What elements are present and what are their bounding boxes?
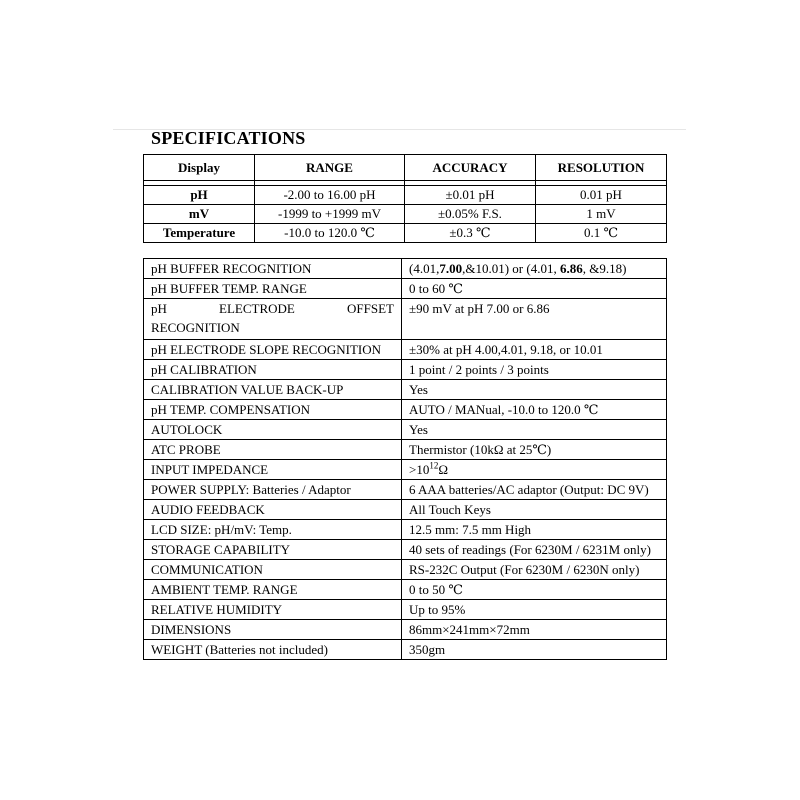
accuracy-cell: ±0.01 pH xyxy=(405,186,536,205)
resolution-cell: 1 mV xyxy=(536,205,667,224)
accuracy-cell: ±0.05% F.S. xyxy=(405,205,536,224)
resolution-cell: 0.01 pH xyxy=(536,186,667,205)
header-accuracy: ACCURACY xyxy=(405,155,536,181)
table-row xyxy=(144,279,667,299)
range-cell: -1999 to +1999 mV xyxy=(255,205,405,224)
spec-label: pH BUFFER RECOGNITION xyxy=(144,259,402,279)
spec-label: pH ELECTRODE SLOPE RECOGNITION xyxy=(144,340,402,360)
spec-value: 350gm xyxy=(402,640,667,660)
spec-value: Thermistor (10kΩ at 25℃) xyxy=(402,440,667,460)
spec-label: AUTOLOCK xyxy=(144,420,402,440)
table-row xyxy=(144,620,667,640)
spec-value: 40 sets of readings (For 6230M / 6231M only) xyxy=(402,540,667,560)
table-row xyxy=(144,560,667,580)
value-superscript: 12 xyxy=(429,460,439,471)
spec-value: Yes xyxy=(402,420,667,440)
spec-label: pH BUFFER TEMP. RANGE xyxy=(144,279,402,299)
value-part-bold: 7.00 xyxy=(439,260,463,276)
spec-value: ±30% at pH 4.00,4.01, 9.18, or 10.01 xyxy=(402,340,667,360)
spec-value xyxy=(402,460,667,480)
spec-value: 0 to 60 ℃ xyxy=(402,279,667,299)
display-cell: Temperature xyxy=(144,224,255,243)
spec-value: ±90 mV at pH 7.00 or 6.86 xyxy=(402,299,667,340)
spec-label: WEIGHT (Batteries not included) xyxy=(144,640,402,660)
summary-header-row xyxy=(144,155,667,181)
display-cell: mV xyxy=(144,205,255,224)
table-row xyxy=(144,380,667,400)
table-row xyxy=(144,360,667,380)
spec-value: AUTO / MANual, -10.0 to 120.0 ℃ xyxy=(402,400,667,420)
value-unit: Ω xyxy=(438,461,449,477)
range-cell: -2.00 to 16.00 pH xyxy=(255,186,405,205)
label-line-2: RECOGNITION xyxy=(151,320,240,335)
table-row xyxy=(144,520,667,540)
spec-table xyxy=(143,258,667,660)
display-cell: pH xyxy=(144,186,255,205)
spec-label: DIMENSIONS xyxy=(144,620,402,640)
range-cell: -10.0 to 120.0 ℃ xyxy=(255,224,405,243)
table-row xyxy=(144,420,667,440)
spec-value: 1 point / 2 points / 3 points xyxy=(402,360,667,380)
table-row xyxy=(144,580,667,600)
value-part: >10 xyxy=(409,461,430,477)
spec-label: CALIBRATION VALUE BACK-UP xyxy=(144,380,402,400)
spec-value: 6 AAA batteries/AC adaptor (Output: DC 9V) xyxy=(402,480,667,500)
table-row xyxy=(144,480,667,500)
header-display: Display xyxy=(144,155,255,181)
accuracy-cell: ±0.3 ℃ xyxy=(405,224,536,243)
table-row xyxy=(144,460,667,480)
spec-value: 12.5 mm: 7.5 mm High xyxy=(402,520,667,540)
spec-value: All Touch Keys xyxy=(402,500,667,520)
header-range: RANGE xyxy=(255,155,405,181)
spec-label: COMMUNICATION xyxy=(144,560,402,580)
table-row xyxy=(144,600,667,620)
spec-label: ATC PROBE xyxy=(144,440,402,460)
spec-value: 0 to 50 ℃ xyxy=(402,580,667,600)
page-title: SPECIFICATIONS xyxy=(151,128,306,148)
label-word: pH xyxy=(151,301,167,316)
value-part: (4.01, xyxy=(409,260,440,276)
label-line-1 xyxy=(151,301,401,317)
summary-table xyxy=(143,154,667,243)
table-row xyxy=(144,205,667,224)
table-row xyxy=(144,400,667,420)
spec-label: pH TEMP. COMPENSATION xyxy=(144,400,402,420)
table-row xyxy=(144,259,667,279)
table-row xyxy=(144,186,667,205)
spec-label: STORAGE CAPABILITY xyxy=(144,540,402,560)
table-row xyxy=(144,224,667,243)
value-part-bold: 6.86 xyxy=(559,260,583,276)
spec-label: AMBIENT TEMP. RANGE xyxy=(144,580,402,600)
spec-value: RS-232C Output (For 6230M / 6230N only) xyxy=(402,560,667,580)
spec-label: INPUT IMPEDANCE xyxy=(144,460,402,480)
spec-label: pH CALIBRATION xyxy=(144,360,402,380)
value-part: ,&10.01) or (4.01, xyxy=(462,260,560,276)
resolution-cell: 0.1 ℃ xyxy=(536,224,667,243)
table-row xyxy=(144,540,667,560)
table-row xyxy=(144,340,667,360)
table-row xyxy=(144,500,667,520)
spec-label: POWER SUPPLY: Batteries / Adaptor xyxy=(144,480,402,500)
spec-label xyxy=(144,299,402,340)
label-word: OFFSET xyxy=(347,301,394,316)
table-row xyxy=(144,440,667,460)
value-part: , &9.18) xyxy=(582,260,627,276)
header-resolution: RESOLUTION xyxy=(536,155,667,181)
spec-label: LCD SIZE: pH/mV: Temp. xyxy=(144,520,402,540)
spec-value: Yes xyxy=(402,380,667,400)
spec-value xyxy=(402,259,667,279)
table-row xyxy=(144,299,667,340)
spec-value: 86mm×241mm×72mm xyxy=(402,620,667,640)
spec-label: AUDIO FEEDBACK xyxy=(144,500,402,520)
spec-label: RELATIVE HUMIDITY xyxy=(144,600,402,620)
label-word: ELECTRODE xyxy=(219,301,295,316)
spec-value: Up to 95% xyxy=(402,600,667,620)
table-row xyxy=(144,640,667,660)
